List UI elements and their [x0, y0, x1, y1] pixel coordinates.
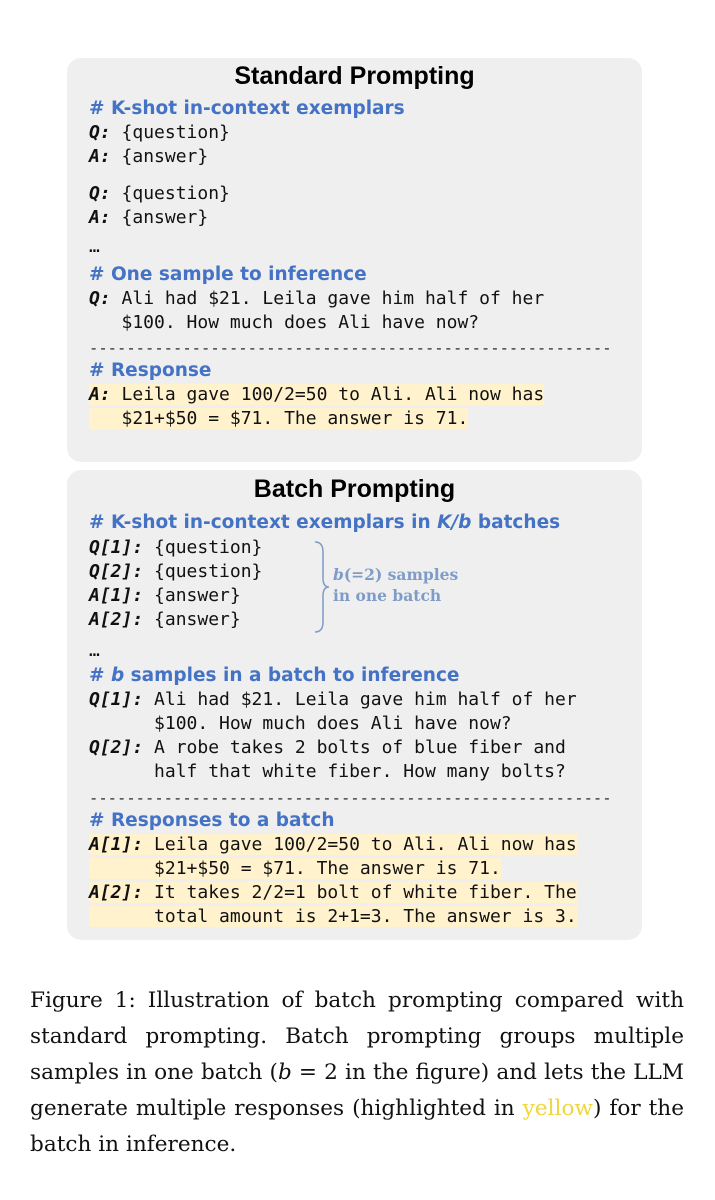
batch-exemplar-a1 — [89, 585, 241, 607]
answer-placeholder: {answer} — [143, 609, 241, 630]
standard-exemplar-q1 — [89, 122, 230, 144]
batch-exemplar-q2 — [89, 561, 262, 583]
standard-comment-exemplars: # K-shot in-context exemplars — [89, 98, 405, 119]
q-label: Q: — [89, 288, 111, 309]
batch-comment-responses: # Responses to a batch — [89, 810, 335, 831]
standard-ellipsis: … — [89, 236, 100, 257]
response-text: Leila gave 100/2=50 to Ali. Ali now has — [110, 384, 545, 405]
standard-exemplar-a1 — [89, 146, 208, 168]
q2-label: Q[2]: — [89, 561, 144, 582]
a1-label: A[1]: — [89, 585, 144, 606]
a2-label: A[2]: — [89, 609, 144, 630]
question-text: Ali had $21. Leila gave him half of her — [110, 288, 545, 309]
response-highlight — [89, 384, 544, 405]
question-placeholder: {question} — [110, 183, 230, 204]
answer-placeholder: {answer} — [143, 585, 241, 606]
standard-exemplar-a2 — [89, 207, 208, 229]
standard-response-line-1 — [89, 384, 544, 406]
question-placeholder: {question} — [143, 537, 263, 558]
standard-comment-response: # Response — [89, 360, 212, 381]
batch-question-1-line-1 — [89, 689, 577, 711]
response-highlight — [89, 882, 577, 903]
batch-response-2-line-1 — [89, 882, 577, 904]
a-label: A: — [89, 146, 111, 167]
batch-question-2-line-2: half that white fiber. How many bolts? — [89, 761, 566, 782]
yellow-word: yellow — [522, 1096, 593, 1121]
q-label: Q: — [89, 183, 111, 204]
q2-label: Q[2]: — [89, 737, 144, 758]
q1-label: Q[1]: — [89, 689, 144, 710]
standard-prompting-panel — [67, 58, 642, 462]
batch-question-1-line-2: $100. How much does Ali have now? — [89, 713, 512, 734]
question-placeholder: {question} — [143, 561, 263, 582]
response-highlight: total amount is 2+1=3. The answer is 3. — [89, 906, 577, 927]
question-text: Ali had $21. Leila gave him half of her — [143, 689, 577, 710]
standard-exemplar-q2 — [89, 183, 230, 205]
q-label: Q: — [89, 122, 111, 143]
response-text: It takes 2/2=1 bolt of white fiber. The — [143, 882, 577, 903]
a2-label: A[2]: — [89, 882, 144, 903]
standard-comment-sample: # One sample to inference — [89, 264, 367, 285]
batch-ellipsis: … — [89, 640, 100, 661]
q1-label: Q[1]: — [89, 537, 144, 558]
standard-title: Standard Prompting — [234, 62, 475, 90]
answer-placeholder: {answer} — [110, 146, 209, 167]
batch-size-note-line-2: in one batch — [333, 586, 442, 605]
question-placeholder: {question} — [110, 122, 230, 143]
response-text: Leila gave 100/2=50 to Ali. Ali now has — [143, 834, 577, 855]
batch-comment-exemplars: # K-shot in-context exemplars in K/b batches — [89, 512, 561, 533]
response-highlight — [89, 834, 577, 855]
batch-exemplar-q1 — [89, 537, 262, 559]
batch-response-1-line-2 — [89, 858, 501, 880]
batch-response-2-line-2 — [89, 906, 577, 928]
a-label: A: — [89, 207, 111, 228]
batch-comment-inference: # b samples in a batch to inference — [89, 665, 460, 686]
batch-prompting-panel — [67, 470, 642, 940]
batch-exemplar-a2 — [89, 609, 241, 631]
batch-divider: -------------------------------------------------------- — [89, 790, 612, 806]
standard-question-line-2: $100. How much does Ali have now? — [89, 312, 480, 333]
response-highlight: $21+$50 = $71. The answer is 71. — [89, 858, 501, 879]
batch-question-2-line-1 — [89, 737, 566, 759]
batch-title: Batch Prompting — [253, 475, 456, 503]
question-text: A robe takes 2 bolts of blue fiber and — [143, 737, 566, 758]
standard-divider: -------------------------------------------------------- — [89, 340, 612, 356]
standard-question-line-1 — [89, 288, 544, 310]
a1-label: A[1]: — [89, 834, 144, 855]
figure-caption: Figure 1: Illustration of batch prompting compared with standard prompting. Batch prompting groups multiple samples in one batch (b = 2 in the figure) and lets the LLM generate multiple responses (highlighted in yellow) for the batch in inference. — [30, 988, 684, 1157]
standard-response-line-2 — [89, 408, 468, 430]
answer-placeholder: {answer} — [110, 207, 209, 228]
b-variable: b — [277, 1060, 292, 1085]
response-highlight: $21+$50 = $71. The answer is 71. — [89, 408, 469, 429]
batch-response-1-line-1 — [89, 834, 577, 856]
curly-brace-icon — [311, 540, 331, 634]
batch-size-note-line-1: b(=2) samples — [333, 565, 459, 584]
a-label: A: — [89, 384, 111, 405]
